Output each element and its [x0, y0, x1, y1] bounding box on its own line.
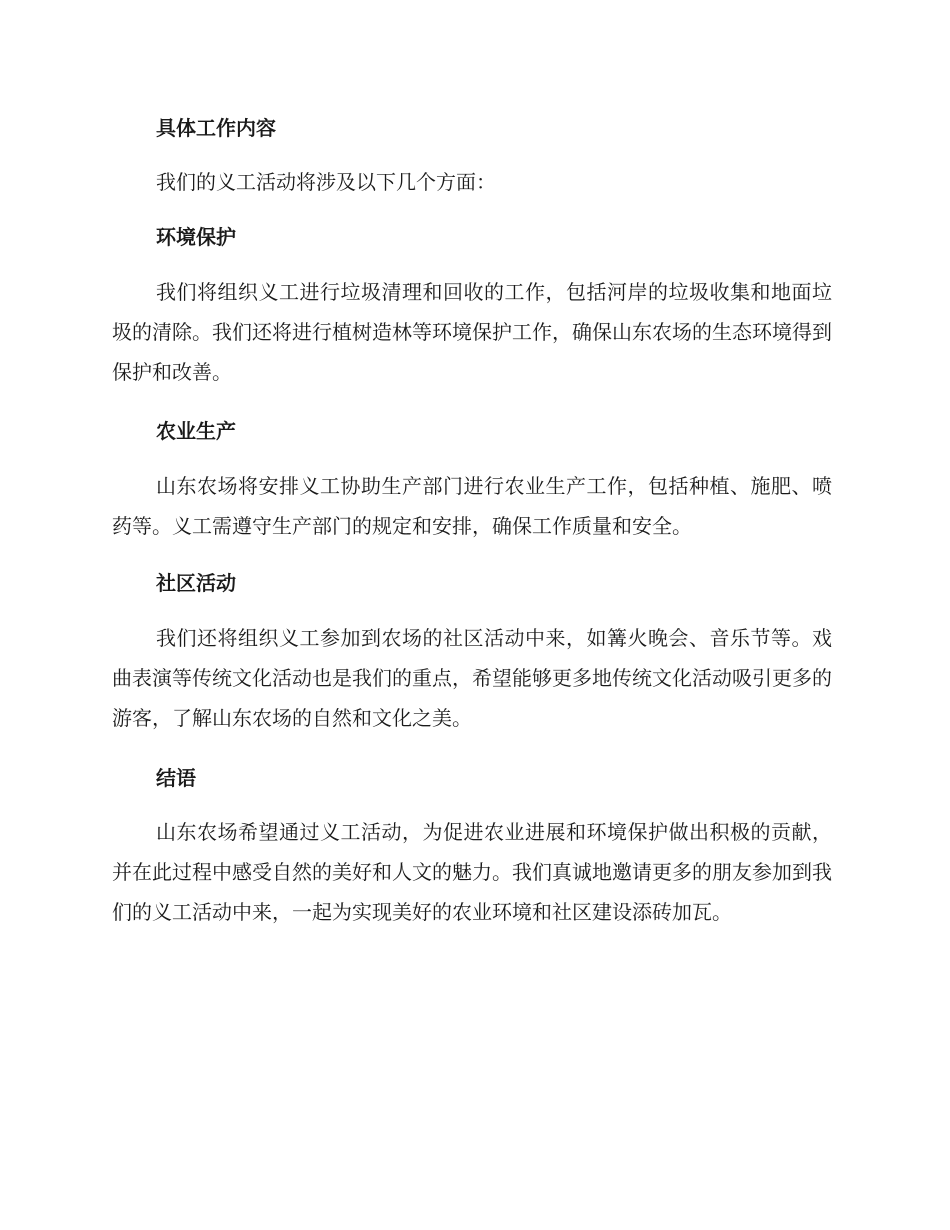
section-paragraph-agriculture: 山东农场将安排义工协助生产部门进行农业生产工作，包括种植、施肥、喷药等。义工需遵守生产部门的规定和安排，确保工作质量和安全。	[112, 474, 832, 538]
section-heading-community: 社区活动	[156, 571, 236, 595]
section-paragraph-environment: 我们将组织义工进行垃圾清理和回收的工作，包括河岸的垃圾收集和地面垃圾的清除。我们还将进行植树造林等环境保护工作，确保山东农场的生态环境得到保护和改善。	[112, 280, 832, 384]
section-heading-environment: 环境保护	[156, 225, 236, 249]
section-heading-conclusion: 结语	[156, 766, 196, 790]
section-paragraph-community: 我们还将组织义工参加到农场的社区活动中来，如篝火晚会、音乐节等。戏曲表演等传统文化活动也是我们的重点，希望能够更多地传统文化活动吸引更多的游客，了解山东农场的自然和文化之美。	[112, 626, 832, 730]
section-paragraph-conclusion: 山东农场希望通过义工活动，为促进农业进展和环境保护做出积极的贡献，并在此过程中感受自然的美好和人文的魅力。我们真诚地邀请更多的朋友参加到我们的义工活动中来，一起为实现美好的农业环境和社区建设添砖加瓦。	[112, 820, 832, 924]
section-heading-agriculture: 农业生产	[156, 419, 236, 443]
section-heading-work-content: 具体工作内容	[156, 116, 276, 140]
section-paragraph-work-content: 我们的义工活动将涉及以下几个方面：	[156, 170, 496, 194]
